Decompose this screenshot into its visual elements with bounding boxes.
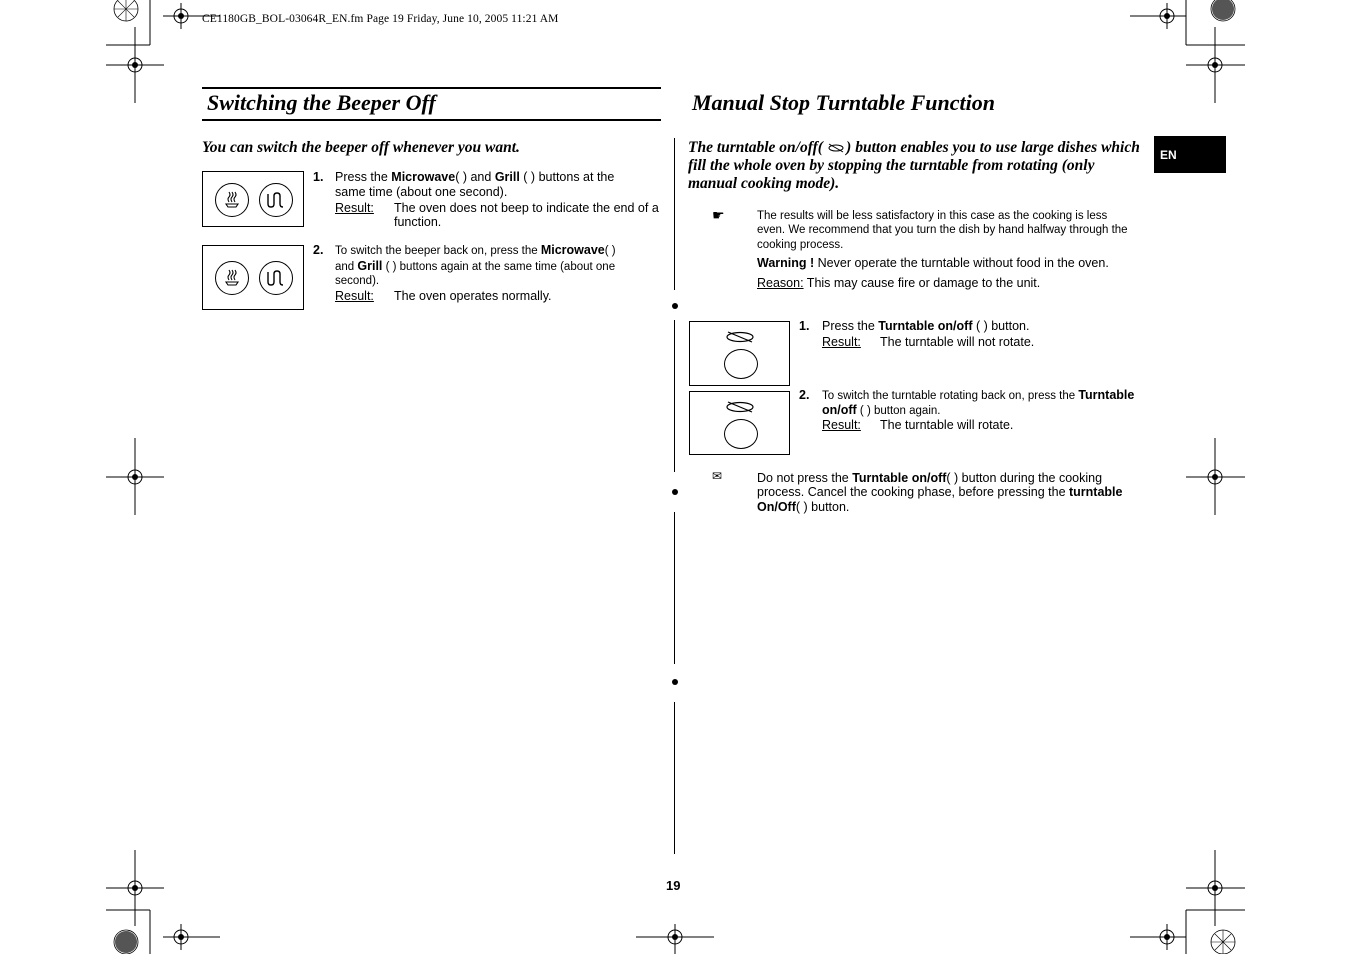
text: ( ) button.	[795, 500, 850, 514]
text: Do not press the	[757, 471, 853, 485]
turntable-button	[724, 419, 758, 449]
note-line2: even. We recommend that you turn the dish by hand halfway through the	[757, 224, 1128, 236]
caution-line2	[757, 485, 1122, 500]
right-section-title: Manual Stop Turntable Function	[692, 90, 996, 115]
text: ( ) buttons again at the same time (about one	[382, 261, 616, 273]
caution-line3	[757, 500, 849, 515]
step-number: 2.	[799, 388, 810, 402]
text: ( ) button again.	[856, 405, 941, 417]
left-step2-line1	[335, 243, 616, 259]
warning-text: Never operate the turntable without food in the oven.	[814, 256, 1109, 270]
text: Press the	[335, 170, 392, 184]
text: and	[335, 261, 358, 273]
right-intro-line3: manual cooking mode).	[688, 175, 840, 192]
left-step1-line1	[335, 170, 614, 185]
text: Press the	[822, 319, 879, 333]
center-divider-mid	[674, 320, 675, 472]
beeper-buttons-illustration-2	[202, 245, 304, 310]
turntable-label: On/Off	[757, 500, 796, 514]
divider-dot	[672, 489, 678, 495]
left-title-rule-bottom	[202, 119, 661, 121]
divider-dot	[672, 303, 678, 309]
grill-icon	[259, 261, 293, 295]
page-number: 19	[666, 878, 681, 893]
result-label: Result:	[822, 335, 861, 349]
left-step1-result-line1: The oven does not beep to indicate the end of a	[394, 201, 659, 215]
right-intro-line2: fill the whole oven by stopping the turntable from rotating (only	[688, 157, 1095, 174]
turntable-label: on/off	[822, 403, 857, 417]
text: To switch the beeper back on, press the	[335, 245, 541, 257]
hand-pointer-icon: ☛	[712, 207, 725, 223]
text: process. Cancel the cooking phase, before pressing the	[757, 485, 1069, 499]
divider-dot	[672, 679, 678, 685]
microwave-label: Microwave	[391, 170, 456, 184]
result-label: Result:	[822, 418, 861, 432]
turntable-label: Turntable on/off	[878, 319, 973, 333]
turntable-icon	[725, 330, 755, 344]
text: ( ) button.	[972, 319, 1030, 333]
result-label: Result:	[335, 289, 374, 303]
center-divider-mid2	[674, 512, 675, 664]
text: ( ) button during the cooking	[946, 471, 1103, 485]
left-section-title: Switching the Beeper Off	[207, 90, 436, 115]
turntable-label: Turntable on/off	[852, 471, 947, 485]
left-step2-result: The oven operates normally.	[394, 289, 552, 303]
caution-line1	[757, 471, 1102, 486]
result-label: Result:	[335, 201, 374, 215]
file-info-header: CE1180GB_BOL-03064R_EN.fm Page 19 Friday, June 10, 2005 11:21 AM	[202, 13, 559, 25]
turntable-button	[724, 349, 758, 379]
turntable-icon	[725, 400, 755, 414]
note-line3: cooking process.	[757, 239, 844, 251]
turntable-icon	[827, 142, 845, 154]
right-step2-result: The turntable will rotate.	[880, 418, 1014, 432]
right-step1-result: The turntable will not rotate.	[880, 335, 1035, 349]
left-step2-line2	[335, 259, 615, 275]
left-step2-line3: second).	[335, 275, 380, 287]
grill-label: Grill	[494, 170, 520, 184]
right-step2-line2	[822, 403, 940, 419]
reason-line	[757, 276, 1040, 291]
turntable-label: turntable	[1069, 485, 1123, 499]
step-number: 1.	[799, 319, 810, 333]
turntable-button-illustration-2	[689, 391, 790, 455]
reason-text: This may cause fire or damage to the unit.	[803, 276, 1041, 290]
right-step1-line1	[822, 319, 1029, 334]
left-intro: You can switch the beeper off whenever you want.	[202, 139, 520, 156]
turntable-button-illustration-1	[689, 321, 790, 386]
caution-icon: ✉	[712, 469, 723, 483]
text: To switch the turntable rotating back on, press the	[822, 390, 1079, 402]
left-title-rule-top	[202, 87, 661, 89]
left-step1-result-line2: function.	[394, 215, 442, 229]
turntable-label: Turntable	[1078, 388, 1135, 402]
warning-label: Warning !	[757, 256, 815, 270]
grill-label: Grill	[357, 259, 383, 273]
microwave-icon	[215, 261, 249, 295]
left-step1-line2: same time (about one second).	[335, 185, 508, 199]
text: ( ) buttons at the	[519, 170, 615, 184]
grill-icon	[259, 183, 293, 217]
note-line1: The results will be less satisfactory in this case as the cooking is less	[757, 210, 1108, 222]
right-intro-line1: The turntable on/off( ) button enables you to use large dishes which	[688, 139, 1140, 156]
language-tab: EN	[1154, 136, 1226, 173]
step-number: 2.	[313, 243, 324, 257]
warning-line	[757, 256, 1109, 271]
center-divider-bottom	[674, 702, 675, 854]
microwave-icon	[215, 183, 249, 217]
beeper-buttons-illustration-1	[202, 171, 304, 227]
reason-label: Reason:	[757, 276, 804, 290]
text: ( ) and	[455, 170, 495, 184]
step-number: 1.	[313, 170, 324, 184]
text: ( )	[604, 245, 616, 257]
center-divider-top	[674, 138, 675, 290]
microwave-label: Microwave	[540, 243, 605, 257]
right-step2-line1	[822, 388, 1134, 404]
